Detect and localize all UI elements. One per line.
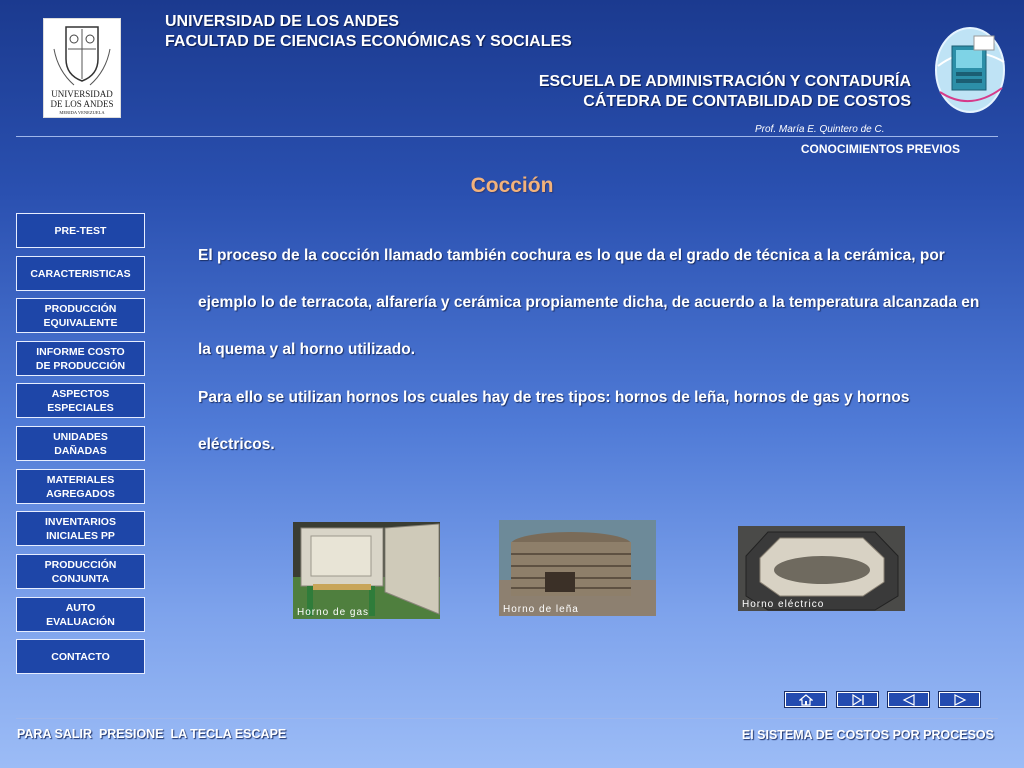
professor-name: Prof. María E. Quintero de C. [755,124,885,135]
computer-globe-illustration [930,22,1010,118]
section-label: CONOCIMIENTOS PREVIOS [800,142,960,156]
end-icon [851,694,865,706]
sidebar-item-aspectos-especiales[interactable]: ASPECTOS ESPECIALES [16,383,145,418]
sidebar-item-pre-test[interactable]: PRE-TEST [16,213,145,248]
photo-caption-wood: Horno de leña [503,604,579,615]
footer-divider [16,718,998,719]
previous-button[interactable] [887,691,930,708]
logo-text-1: UNIVERSIDAD [51,89,113,99]
photo-gas-kiln [293,522,440,619]
body-paragraph-2: Para ello se utilizan hornos los cuales hay de tres tipos: hornos de leña, hornos de gas y hornos eléctricos. [198,389,910,453]
sidebar-item-produccion-conjunta[interactable]: PRODUCCIÓN CONJUNTA [16,554,145,589]
previous-icon [902,694,916,706]
course-title: El SISTEMA DE COSTOS POR PROCESOS [741,728,994,742]
university-logo [43,18,121,118]
chair-name: CÁTEDRA DE CONTABILIDAD DE COSTOS [583,93,911,110]
home-button[interactable] [784,691,827,708]
photo-electric-kiln [738,526,905,611]
body-paragraph-1: El proceso de la cocción llamado también cochura es lo que da el grado de técnica a la cerámica, por ejemplo lo de terracota, alfarería y cerámica propiamente dicha, de acuerdo a la temperatura alcanzada en la quema y al horno utilizado. [198,247,980,358]
home-icon [799,694,813,706]
header-divider [16,136,998,137]
sidebar-item-materiales-agregados[interactable]: MATERIALES AGREGADOS [16,469,145,504]
logo-text-3: MERIDA VENEZUELA [59,110,105,115]
sidebar-item-contacto[interactable]: CONTACTO [16,639,145,674]
logo-text-2: DE LOS ANDES [50,99,114,109]
next-button[interactable] [938,691,981,708]
exit-hint: PARA SALIR PRESIONE LA TECLA ESCAPE [17,727,287,741]
sidebar-item-inventarios-iniciales[interactable]: INVENTARIOS INICIALES PP [16,511,145,546]
photo-caption-electric: Horno eléctrico [742,599,825,610]
photo-wood-kiln [499,520,656,616]
sidebar-item-unidades-danadas[interactable]: UNIDADES DAÑADAS [16,426,145,461]
sidebar-item-produccion-equivalente[interactable]: PRODUCCIÓN EQUIVALENTE [16,298,145,333]
page-title: Cocción [470,174,554,197]
photo-caption-gas: Horno de gas [297,607,370,618]
sidebar-item-informe-costo[interactable]: INFORME COSTO DE PRODUCCIÓN [16,341,145,376]
university-name: UNIVERSIDAD DE LOS ANDES [165,13,400,30]
school-name: ESCUELA DE ADMINISTRACIÓN Y CONTADURÍA [538,73,911,90]
end-button[interactable] [836,691,879,708]
sidebar-item-caracteristicas[interactable]: CARACTERISTICAS [16,256,145,291]
faculty-name: FACULTAD DE CIENCIAS ECONÓMICAS Y SOCIALES [165,33,572,50]
next-icon [953,694,967,706]
sidebar-item-auto-evaluacion[interactable]: AUTO EVALUACIÓN [16,597,145,632]
